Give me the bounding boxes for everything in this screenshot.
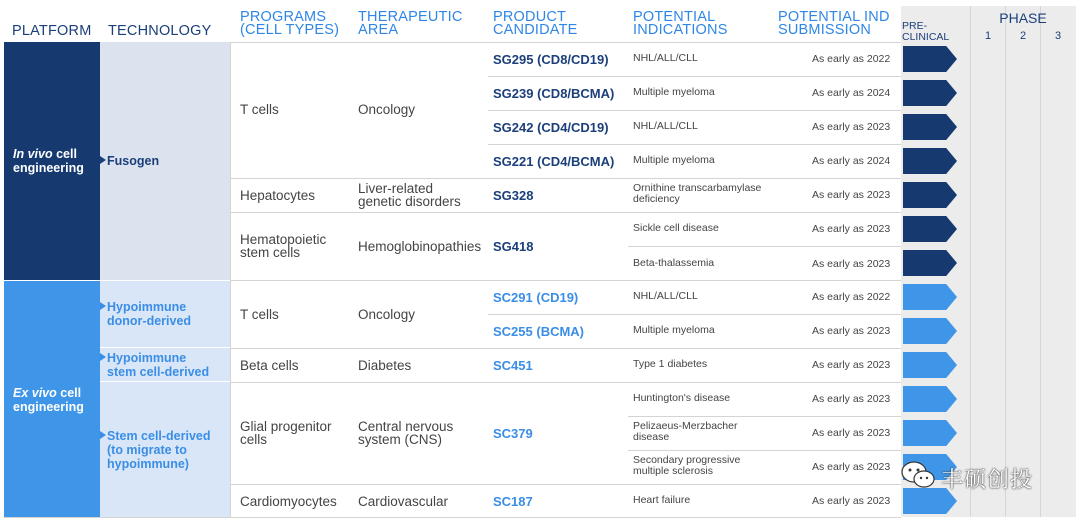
phase-number-1: 1 — [985, 30, 992, 42]
submission-date: As early as 2022 — [812, 53, 891, 65]
product-sg418: SG418 — [493, 239, 534, 254]
submission-date: As early as 2024 — [812, 87, 891, 99]
program-cardiomyocytes: Cardiomyocytes — [240, 494, 337, 509]
area-hemoglobinopathies: Hemoglobinopathies — [358, 239, 482, 254]
indication: NHL/ALL/CLL — [633, 290, 698, 302]
program-beta-cells: Beta cells — [240, 358, 299, 373]
area-diabetes: Diabetes — [358, 358, 412, 373]
submission-date: As early as 2023 — [812, 461, 891, 473]
submission-date: As early as 2023 — [812, 325, 891, 337]
phase-number-2: 2 — [1020, 30, 1027, 42]
phase-number-3: 3 — [1055, 30, 1062, 42]
submission-date: As early as 2023 — [812, 223, 891, 235]
header-phase: PHASE — [999, 10, 1047, 26]
header-programs: PROGRAMS (CELL TYPES) — [240, 9, 340, 38]
product-sg242: SG242 (CD4/CD19) — [493, 120, 609, 135]
row-divider — [4, 517, 901, 518]
program-t-cells: T cells — [240, 307, 279, 322]
row-divider — [230, 212, 901, 213]
header-technology: TECHNOLOGY — [108, 23, 212, 39]
submission-date: As early as 2023 — [812, 258, 891, 270]
progress-arrow-preclinical — [903, 284, 957, 310]
indication: Huntington's disease — [633, 392, 731, 404]
progress-arrow-preclinical — [903, 80, 957, 106]
product-sg239: SG239 (CD8/BCMA) — [493, 86, 615, 101]
header-therapeutic-area: THERAPEUTIC AREA — [358, 9, 463, 38]
product-sc255: SC255 (BCMA) — [493, 324, 585, 339]
product-sc379: SC379 — [493, 426, 533, 441]
submission-date: As early as 2023 — [812, 359, 891, 371]
submission-date: As early as 2023 — [812, 495, 891, 507]
platform-in-vivo-label: In vivo cell engineering — [13, 147, 84, 175]
indication: Heart failure — [633, 494, 691, 506]
arrow-icon — [100, 431, 106, 439]
area-cardiovascular: Cardiovascular — [358, 494, 449, 509]
indication: Beta-thalassemia — [633, 257, 715, 269]
row-divider — [488, 76, 901, 77]
watermark-text: 丰硕创投 — [941, 468, 1034, 493]
progress-arrow-preclinical — [903, 216, 957, 242]
arrow-icon — [100, 302, 106, 310]
area-cns: Central nervous system (CNS) — [358, 419, 454, 447]
progress-arrow-preclinical — [903, 352, 957, 378]
submission-date: As early as 2023 — [812, 427, 891, 439]
header-preclinical: PRE- CLINICAL — [902, 20, 950, 43]
indication: Type 1 diabetes — [633, 358, 708, 370]
submission-date: As early as 2023 — [812, 121, 891, 133]
program-t-cells: T cells — [240, 102, 279, 117]
phase-divider — [1005, 6, 1006, 517]
wechat-icon — [899, 459, 937, 491]
header-potential-ind-submission: POTENTIAL IND SUBMISSION — [778, 9, 890, 38]
product-sg328: SG328 — [493, 188, 534, 203]
indication: Pelizaeus-Merzbacher disease — [633, 420, 738, 443]
technology-hypo-stem-label: Hypoimmune stem cell-derived — [107, 351, 210, 379]
phase-divider — [970, 6, 971, 517]
indication: Multiple myeloma — [633, 86, 715, 98]
product-sc451: SC451 — [493, 358, 533, 373]
row-divider — [488, 144, 901, 145]
platform-ex-vivo-label: Ex vivo cell engineering — [13, 386, 84, 414]
submission-date: As early as 2024 — [812, 155, 891, 167]
progress-arrow-preclinical — [903, 420, 957, 446]
submission-date: As early as 2023 — [812, 189, 891, 201]
area-oncology: Oncology — [358, 307, 416, 322]
indication: Multiple myeloma — [633, 324, 715, 336]
progress-arrow-preclinical — [903, 318, 957, 344]
header-platform: PLATFORM — [12, 23, 92, 39]
indication: NHL/ALL/CLL — [633, 52, 698, 64]
header-potential-indications: POTENTIAL INDICATIONS — [633, 9, 728, 38]
program-hematopoietic: Hematopoietic stem cells — [240, 232, 327, 260]
progress-arrow-preclinical — [903, 250, 957, 276]
row-divider — [628, 416, 901, 417]
technology-hypo-donor-label: Hypoimmune donor-derived — [107, 300, 192, 328]
arrow-icon — [100, 156, 106, 164]
row-divider — [488, 110, 901, 111]
product-sc187: SC187 — [493, 494, 533, 509]
watermark — [897, 455, 1077, 495]
area-liver: Liver-related genetic disorders — [358, 181, 461, 209]
progress-arrow-preclinical — [903, 386, 957, 412]
program-glial: Glial progenitor cells — [240, 419, 332, 447]
progress-arrow-preclinical — [903, 182, 957, 208]
row-divider — [230, 382, 901, 383]
row-divider — [628, 450, 901, 451]
row-divider — [230, 178, 901, 179]
indication: NHL/ALL/CLL — [633, 120, 698, 132]
indication: Secondary progressive multiple sclerosis — [633, 454, 741, 477]
product-sg295: SG295 (CD8/CD19) — [493, 52, 609, 67]
progress-arrow-preclinical — [903, 46, 957, 72]
indication: Multiple myeloma — [633, 154, 715, 166]
indication: Ornithine transcarbamylase deficiency — [633, 182, 762, 205]
technology-fusogen-label: Fusogen — [107, 154, 160, 168]
program-hepatocytes: Hepatocytes — [240, 188, 316, 203]
header-product-candidate: PRODUCT CANDIDATE — [493, 9, 578, 38]
area-oncology: Oncology — [358, 102, 416, 117]
row-divider — [230, 42, 901, 43]
row-divider — [628, 246, 901, 247]
row-divider — [230, 348, 901, 349]
progress-arrow-preclinical — [903, 148, 957, 174]
indication: Sickle cell disease — [633, 222, 719, 234]
row-divider — [230, 484, 901, 485]
row-divider — [230, 280, 901, 281]
product-sg221: SG221 (CD4/BCMA) — [493, 154, 615, 169]
row-divider — [488, 314, 901, 315]
submission-date: As early as 2022 — [812, 291, 891, 303]
technology-stem-derived-label: Stem cell-derived (to migrate to hypoimmune) — [107, 429, 211, 471]
arrow-icon — [100, 353, 106, 361]
submission-date: As early as 2023 — [812, 393, 891, 405]
phase-divider — [1040, 6, 1041, 517]
product-sc291: SC291 (CD19) — [493, 290, 579, 305]
progress-arrow-preclinical — [903, 114, 957, 140]
